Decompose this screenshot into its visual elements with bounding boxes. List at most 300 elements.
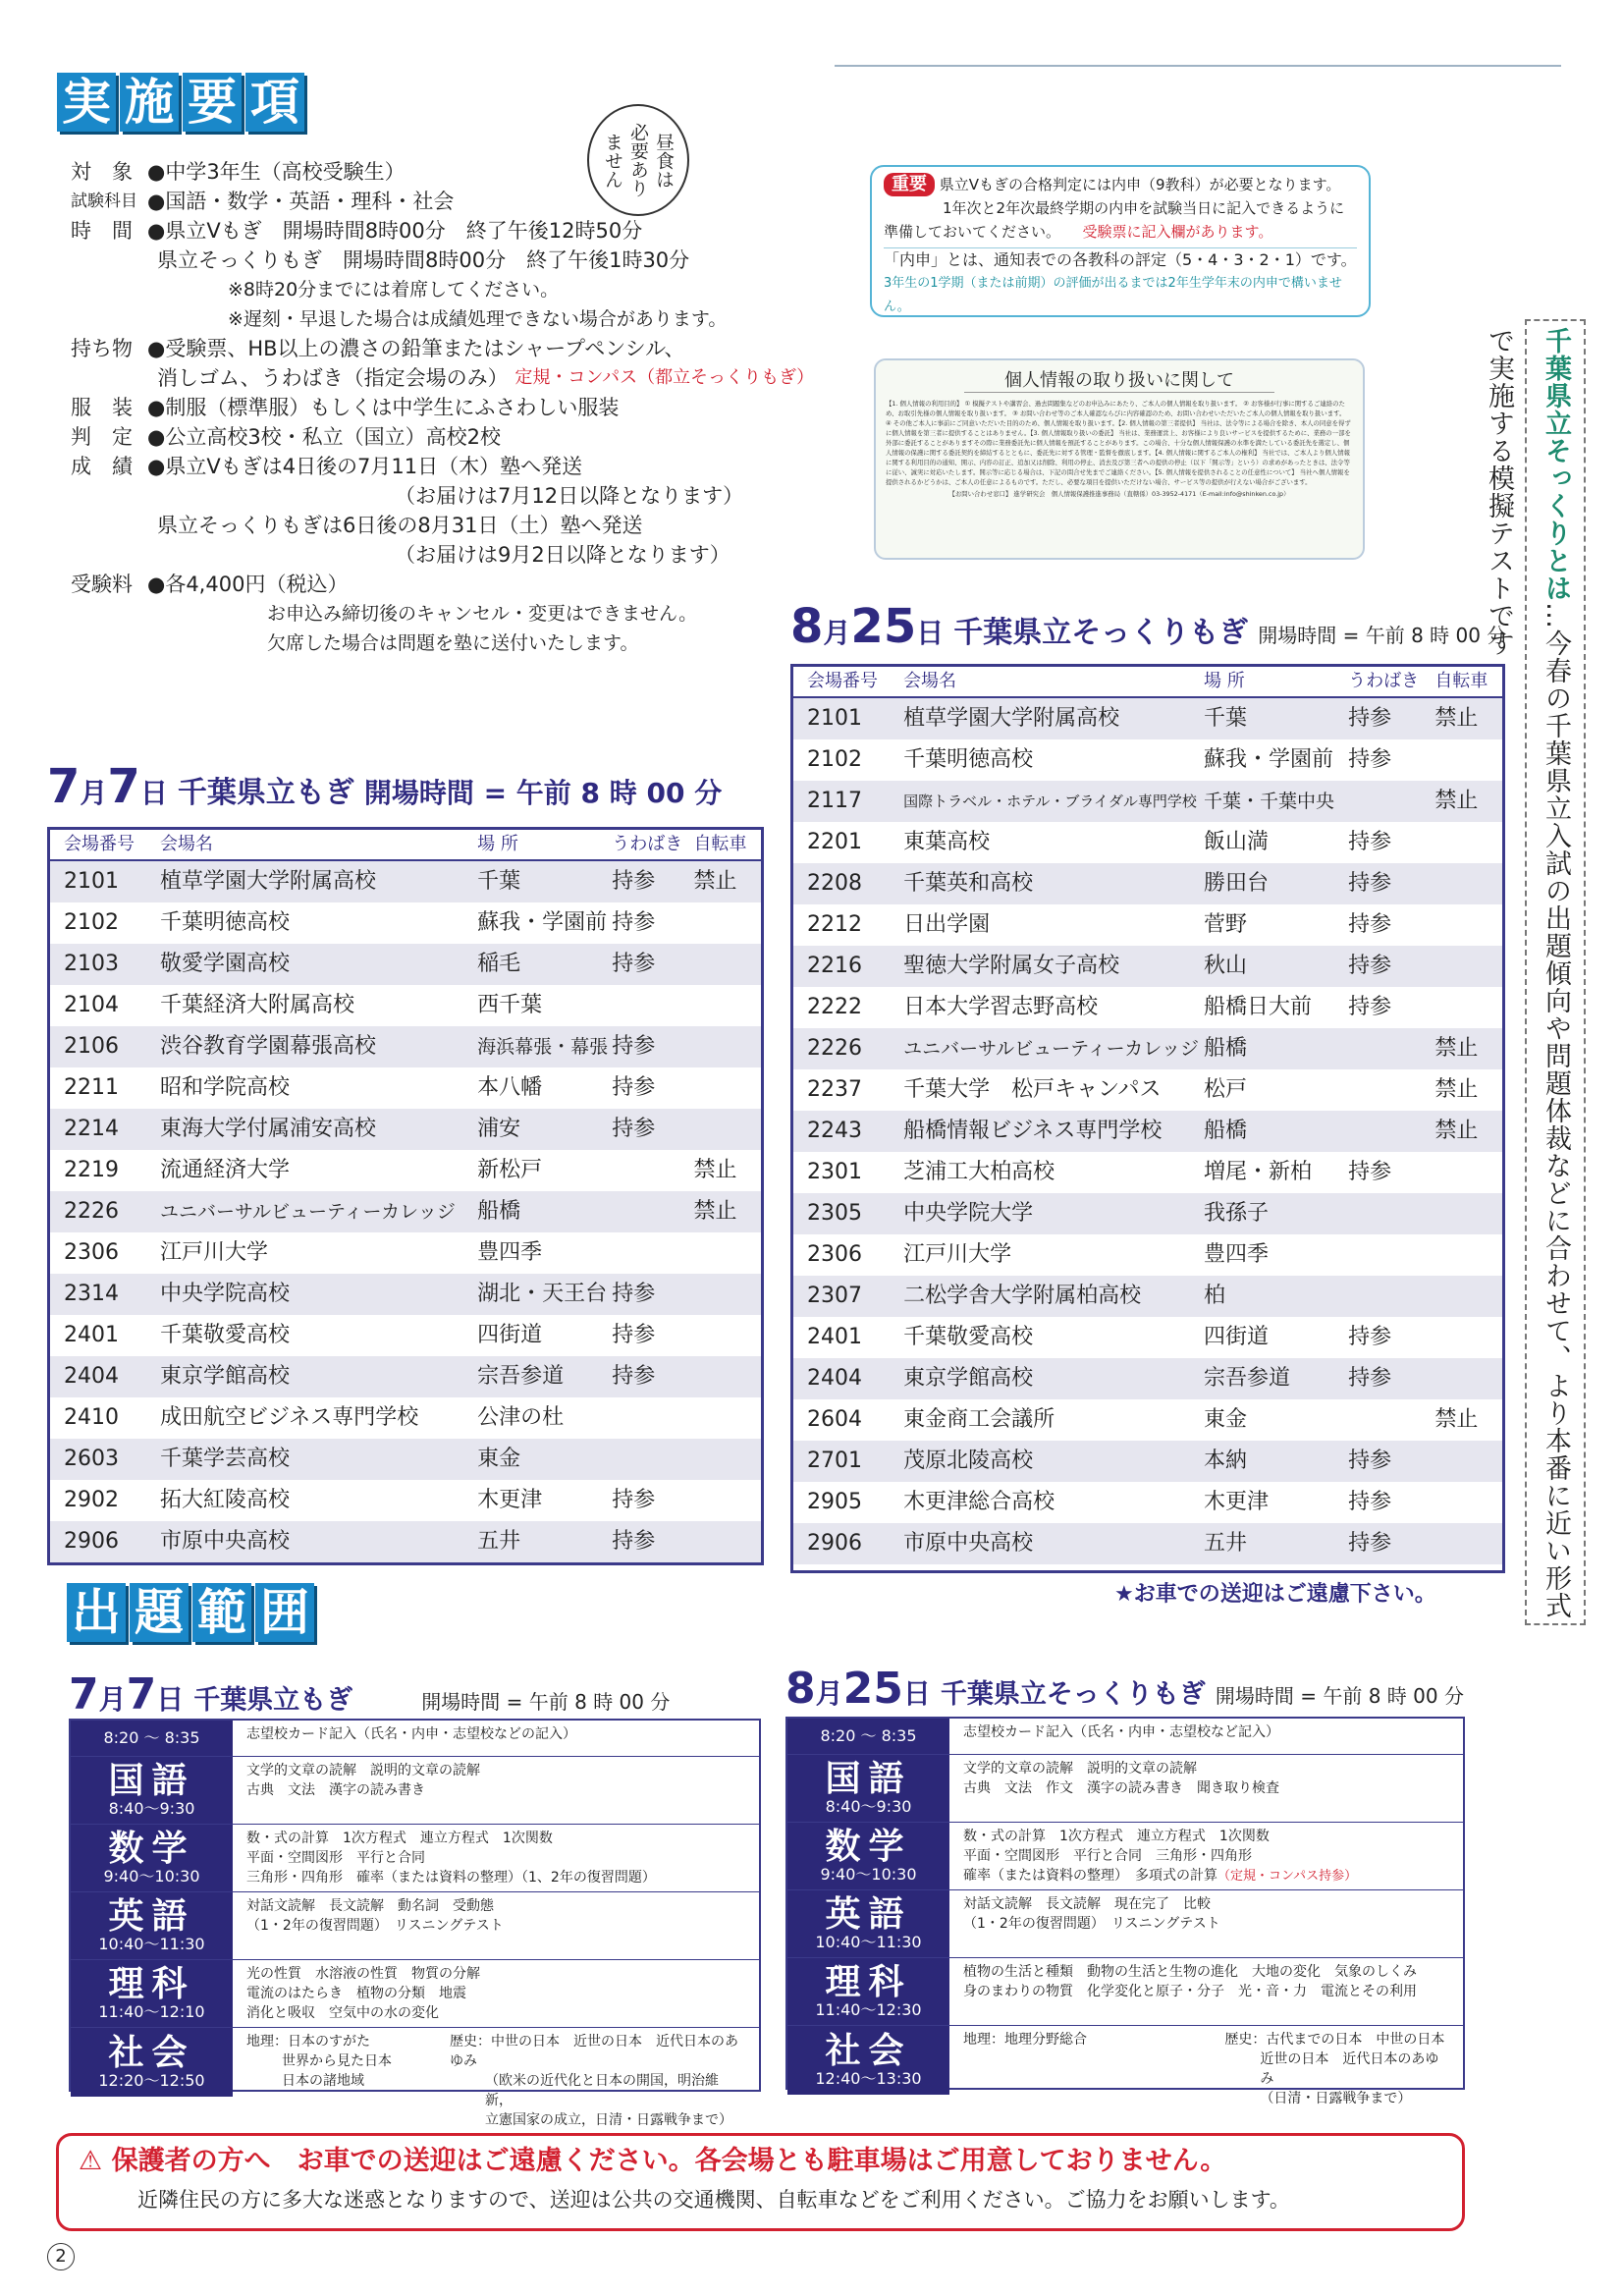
req-value: 消しゴム、うわばき（指定会場のみ） [157, 366, 509, 390]
subject-name: 英語 [108, 1896, 195, 1937]
subject-name: 社会 [825, 2031, 912, 2071]
slippers [1348, 1111, 1434, 1152]
venue-row [793, 1193, 1502, 1234]
schedule-row [787, 1958, 1463, 2026]
venue-name: 東京学館高校 [903, 1366, 1034, 1391]
slippers: 持参 [1348, 1160, 1392, 1184]
bicycle [693, 1480, 761, 1521]
venue-row [50, 1067, 761, 1109]
col-header: 自転車 [1434, 671, 1488, 691]
slippers: 持参 [612, 1364, 656, 1389]
venue-place: 蘇我・学園前 [1204, 747, 1334, 772]
subject-scope [233, 1960, 494, 2027]
date-unit: 日 [916, 617, 945, 649]
slippers: 持参 [1348, 747, 1392, 772]
date-day: 25 [842, 1664, 903, 1714]
col-header: 場 所 [477, 834, 518, 854]
venue-row [793, 1441, 1502, 1482]
title-char: 題 [130, 1583, 189, 1642]
scope-line: 光の性質 水溶液の性質 物質の分解 [246, 1966, 480, 1982]
schedule-row-card [71, 1721, 759, 1757]
venue-row [50, 1232, 761, 1274]
schedule-row [787, 1755, 1463, 1823]
venue-name: 昭和学院高校 [159, 1075, 290, 1100]
venue-code: 2306 [807, 1242, 862, 1267]
venue-row [793, 1069, 1502, 1111]
date-day: 7 [126, 1669, 157, 1720]
bicycle [693, 902, 761, 944]
venue-place: 増尾・新柏 [1204, 1160, 1313, 1184]
scope-line: 日本の諸地域 [282, 2073, 364, 2089]
slippers: 持参 [1348, 1325, 1392, 1349]
bicycle: 禁止 [1434, 706, 1479, 731]
venue-code: 2102 [807, 747, 862, 772]
warning-icon: ⚠ [79, 2146, 103, 2176]
req-value: ●中学3年生（高校受験生） [147, 160, 406, 184]
venue-code: 2101 [64, 869, 119, 894]
slippers: 持参 [612, 1488, 656, 1512]
venue-code: 2905 [807, 1490, 862, 1514]
slippers: 持参 [612, 1117, 656, 1141]
bicycle [1434, 739, 1502, 781]
slippers: 持参 [612, 952, 656, 976]
slippers [1348, 1028, 1434, 1069]
page-number: 2 [47, 2243, 75, 2270]
date-day: 25 [850, 599, 917, 654]
subject-time: 10:40～11:30 [98, 1935, 205, 1953]
venue-code: 2307 [807, 1284, 862, 1308]
req-value: ●制服（標準服）もしくは中学生にふさわしい服装 [147, 396, 620, 419]
bicycle: 禁止 [1434, 1407, 1479, 1432]
subject-scope [949, 1823, 1371, 1889]
slippers [1348, 1193, 1434, 1234]
venue-name: 流通経済大学 [159, 1158, 290, 1182]
col-header: 自転車 [693, 834, 747, 854]
venue-row [50, 1274, 761, 1315]
venue-row [50, 1397, 761, 1439]
bicycle: 禁止 [1434, 1077, 1479, 1102]
venue-code: 2404 [64, 1364, 119, 1389]
sched1-heading [69, 1669, 670, 1720]
scope-line: 数・式の計算 1次方程式 連立方程式 1次関数 [963, 1829, 1270, 1844]
bubble-col: 必要あり [627, 123, 649, 197]
bicycle [693, 1315, 761, 1356]
slippers: 持参 [612, 1529, 656, 1554]
date-day: 7 [107, 759, 140, 814]
venue-table-august [790, 664, 1505, 1573]
venue-place: 船橋 [1204, 1036, 1248, 1061]
venue-place: 千葉 [477, 869, 521, 894]
venue-name: 船橋情報ビジネス専門学校 [903, 1119, 1163, 1143]
subject-time: 10:40～11:30 [815, 1933, 922, 1951]
venue-place: 千葉・千葉中央 [1204, 791, 1335, 812]
venue-row [793, 1111, 1502, 1152]
venue-code: 2906 [64, 1529, 119, 1554]
venue-row [793, 781, 1502, 822]
subject-cell [787, 2026, 949, 2095]
scope-line: 地理：日本のすがた [246, 2034, 370, 2050]
vertical-description [1484, 319, 1586, 1625]
venue-place: 公津の杜 [477, 1405, 565, 1430]
scope-line: 数・式の計算 1次方程式 連立方程式 1次関数 [246, 1831, 553, 1846]
venue-place: 宗吾参道 [477, 1364, 565, 1389]
slippers: 持参 [1348, 954, 1392, 978]
venue-row [50, 902, 761, 944]
bicycle [693, 1274, 761, 1315]
venue-place: 豊四季 [1204, 1242, 1270, 1267]
slippers: 持参 [1348, 1366, 1392, 1391]
venue-code: 2314 [64, 1282, 119, 1306]
venue-place: 東金 [477, 1447, 521, 1471]
req-value: ●県立Vもぎは4日後の7月11日（木）塾へ発送 [147, 455, 583, 478]
vertical-heading: 千葉県立そっくりとは [1541, 327, 1571, 602]
scope-line: 消化と吸収 空気中の水の変化 [246, 2005, 439, 2021]
venue-row [50, 1521, 761, 1562]
venue-place: 五井 [477, 1529, 521, 1554]
slippers: 持参 [612, 910, 656, 935]
venue-name: 東金商工会議所 [903, 1407, 1055, 1432]
scope-line: 三角形・四角形 確率（または資料の整理）（1、2年の復習問題） [246, 1870, 656, 1886]
venue-place: 蘇我・学園前 [477, 910, 608, 935]
venue-place: 船橋日大前 [1204, 995, 1313, 1019]
vertical-text: …今春の千葉県立入試の出題傾向や問題体裁などに合わせて、より本番に近い形式で実施する模擬テストです [1484, 327, 1571, 1619]
venue-place: 海浜幕張・幕張 [477, 1036, 609, 1058]
req-value: ●各4,400円（税込） [147, 573, 349, 596]
section-title-scope [67, 1583, 314, 1642]
subject-cell [71, 2028, 233, 2097]
scope-line: 対話文読解 長文読解 動名詞 受動態 [246, 1898, 494, 1914]
schedule-july [69, 1719, 761, 2128]
date-unit: 月 [823, 617, 851, 649]
bicycle [1434, 1441, 1502, 1482]
date-unit: 月 [98, 1683, 127, 1716]
scope-line: 文学的文章の読解 説明的文章の読解 [246, 1763, 480, 1778]
venue-code: 2906 [807, 1531, 862, 1556]
venue-place: 四街道 [1204, 1325, 1270, 1349]
venue-place: 柏 [1204, 1284, 1226, 1308]
req-value: 欠席した場合は問題を塾に送付いたします。 [267, 632, 639, 654]
important-text: 1年次と2年次最終学期の内申を試験当日に記入できるように [943, 199, 1345, 217]
slippers: 持参 [1348, 830, 1392, 854]
schedule-row [71, 1757, 759, 1825]
venue-place: 五井 [1204, 1531, 1248, 1556]
slippers [1348, 1399, 1434, 1441]
venue-place: 我孫子 [1204, 1201, 1270, 1226]
venue-name: 茂原北陵高校 [903, 1449, 1034, 1473]
venue-code: 2117 [807, 789, 862, 813]
schedule-row [71, 1892, 759, 1960]
venue-row [793, 1234, 1502, 1276]
scope-line: 電流のはたらき 植物の分類 地震 [246, 1986, 466, 2001]
venue-place: 松戸 [1204, 1077, 1248, 1102]
warning-headline: 保護者の方へ お車での送迎はご遠慮ください。各会場とも駐車場はご用意しておりません。 [111, 2146, 1227, 2176]
req-label: 受験料 [71, 573, 133, 596]
important-red-text: 受験票に記入欄があります。 [1082, 223, 1273, 241]
slippers [1348, 1069, 1434, 1111]
subject-time: 11:40～12:10 [98, 2002, 205, 2021]
venue-code: 2226 [64, 1199, 119, 1224]
venue-name: 千葉大学 松戸キャンパス [903, 1077, 1162, 1102]
venue-name: 市原中央高校 [159, 1529, 290, 1554]
venue-name: 中央学院高校 [159, 1282, 290, 1306]
important-text: 「内申」とは、通知表での各教科の評定（5・4・3・2・1）です。 [884, 247, 1357, 272]
venue-place: 本八幡 [477, 1075, 543, 1100]
venue-name: 植草学園大学附属高校 [903, 706, 1120, 731]
scope-line: 立憲国家の成立，日清・日露戦争まで） [484, 2112, 732, 2128]
col-header: 会場番号 [807, 671, 878, 691]
schedule-row [787, 2026, 1463, 2106]
req-value: お申込み締切後のキャンセル・変更はできません。 [267, 603, 698, 625]
subject-name: 英語 [825, 1894, 912, 1935]
venue-row [50, 1026, 761, 1067]
req-label: 服 装 [71, 396, 133, 419]
req-value: 県立そっくりもぎは6日後の8月31日（土）塾へ発送 [157, 514, 643, 537]
venue-row [50, 985, 761, 1026]
venue-place: 本納 [1204, 1449, 1248, 1473]
venue-place: 宗吾参道 [1204, 1366, 1291, 1391]
venue-code: 2201 [807, 830, 862, 854]
slippers [612, 1150, 693, 1191]
open-time: 開場時間 = 午前 8 時 00 分 [363, 777, 723, 809]
slippers: 持参 [1348, 871, 1392, 896]
title-char: 出 [67, 1583, 126, 1642]
bicycle [693, 985, 761, 1026]
title-char: 範 [192, 1583, 251, 1642]
subject-time: 9:40～10:30 [103, 1867, 200, 1886]
venue-name: 日出学園 [903, 912, 991, 937]
bicycle: 禁止 [1434, 789, 1479, 813]
col-header: 場 所 [1204, 671, 1245, 691]
slippers: 持参 [1348, 1449, 1392, 1473]
subject-scope [949, 1958, 1431, 2025]
privacy-box [874, 358, 1365, 560]
venue-row [50, 1439, 761, 1480]
venue-name: 東京学館高校 [159, 1364, 290, 1389]
venue-code: 2102 [64, 910, 119, 935]
date-unit: 月 [80, 777, 108, 809]
venue-name: 市原中央高校 [903, 1531, 1034, 1556]
table-header [50, 830, 761, 861]
venue-row [50, 1356, 761, 1397]
venue-code: 2305 [807, 1201, 862, 1226]
venue-code: 2401 [807, 1325, 862, 1349]
slippers [612, 1232, 693, 1274]
req-red-note: 定規・コンパス（都立そっくりもぎ） [514, 367, 815, 388]
subject-cell [787, 1890, 949, 1957]
schedule-content: 志望校カード記入（氏名・内申・志望校などの記入） [246, 1726, 576, 1742]
venue-row [50, 1480, 761, 1521]
subject-name: 理科 [108, 1964, 195, 2004]
subject-name: 国語 [108, 1761, 195, 1801]
bicycle [693, 1439, 761, 1480]
sched2-heading [785, 1664, 1464, 1714]
venue-row [793, 1482, 1502, 1523]
bicycle [693, 1109, 761, 1150]
bicycle [1434, 822, 1502, 863]
venue-place: 木更津 [477, 1488, 543, 1512]
bicycle [1434, 1152, 1502, 1193]
subject-name: 数学 [108, 1829, 195, 1869]
venue-row [50, 861, 761, 902]
venue-row [793, 1523, 1502, 1564]
bicycle [1434, 1234, 1502, 1276]
bicycle [693, 1067, 761, 1109]
slippers: 持参 [1348, 1531, 1392, 1556]
bicycle [1434, 1523, 1502, 1564]
venue-row [50, 1109, 761, 1150]
col-header: 会場名 [159, 834, 213, 854]
date-month: 8 [790, 599, 824, 654]
venue-name: 敬愛学園高校 [159, 952, 290, 976]
scope-line: 平面・空間図形 平行と合同 三角形・四角形 [963, 1848, 1252, 1864]
venue-row [793, 1317, 1502, 1358]
bubble-col: ません [602, 132, 623, 189]
venue-row [793, 904, 1502, 946]
venue-name: 千葉経済大附属高校 [159, 993, 354, 1017]
scope-line: 歴史：中世の日本 近世の日本 近代日本のあゆみ [449, 2034, 738, 2069]
scope-line: 古典 文法 作文 漢字の読み書き 聞き取り検査 [963, 1780, 1279, 1796]
scope-line: 歴史：古代までの日本 中世の日本 [1224, 2032, 1445, 2048]
subject-cell [787, 1958, 949, 2025]
venue-place: 飯山満 [1204, 830, 1270, 854]
venue-code: 2401 [64, 1323, 119, 1347]
scope-line: 植物の生活と種類 動物の生活と生物の進化 大地の変化 気象のしくみ [963, 1964, 1417, 1980]
venue-code: 2106 [64, 1034, 119, 1059]
venue-code: 2902 [64, 1488, 119, 1512]
schedule-row [787, 1823, 1463, 1890]
top-rule [835, 65, 1561, 67]
col-header: 会場番号 [64, 834, 135, 854]
venue-code: 2604 [807, 1407, 862, 1432]
subject-time: 9:40～10:30 [820, 1865, 917, 1884]
subject-scope [233, 1757, 494, 1824]
venue-row [793, 822, 1502, 863]
venue-name: 千葉学芸高校 [159, 1447, 290, 1471]
req-value: ●受験票、HB以上の濃さの鉛筆またはシャープペンシル、 [147, 337, 685, 360]
venue-code: 2306 [64, 1240, 119, 1265]
venue-code: 2101 [807, 706, 862, 731]
venue-name: 二松学舎大学附属柏高校 [903, 1284, 1142, 1308]
bicycle [1434, 1358, 1502, 1399]
slippers: 持参 [612, 1323, 656, 1347]
title-char: 実 [57, 73, 116, 132]
parent-warning [56, 2133, 1465, 2231]
venue-place: 稲毛 [477, 952, 521, 976]
scope-red-note: （定規・コンパス持参） [1217, 1869, 1358, 1884]
venue-place: 四街道 [477, 1323, 543, 1347]
privacy-body: 【1. 個人情報の利用目的】 ① 模擬テストや講習会、過去問題集などのお申込みにあたり、ご本人の個人情報を取り扱います。 ② お客様が行事に関するご連絡のため、お取引先様の個人情報を取り扱います。 ③ お問い合わせ等のご本人確認ならびに内容確認のため、お問い合わせいただいたご本人の個人情報を取り扱います。 ④ その他ご本人に事前にご同意いただいた目的のため、個人情報を取り扱います。【2. 個人情報の第三者提供】 当社は、法令等による場合を除き、本人の同意を得ずに個人情報を第三者に提供することはありません。【3. 個人情報取り扱いの委託】 当社は、業務運営上、お客様により良いサービスを提供するために、業務の一部を外部に委託することがありますその際に業務委託先に個人情報を預託することがあります。この場合、十分な個人情報保護の水準を満たしている委託先を選定し、個人情報の保護に関する委託契約を締結するとともに、委託先に対する管理・監督を徹底します。【4. 個人情報に関するご本人の権利】 当社では、ご本人より個人情報に関する利用目的の通知、開示、内容の訂正、追加又は削除、利用の停止、消去及び第三者への提供の停止（以下「開示等」という）の求めがあったときは、法令等に従い、誠実に対応いたします。開示等に応じる場合は、下記の問合せ先までご連絡ください。【5. 個人情報を提供されることの任意性について】 当社へ個人情報を提供されるかどうかは、ご本人の任意によるものです。ただし、必要な項目を提供いただけない場合、サービス等の提供が行えない場合がございます。 [886, 400, 1351, 486]
venue-name: 中央学院大学 [903, 1201, 1034, 1226]
subject-cell [71, 1960, 233, 2027]
subject-time: 12:40～13:30 [815, 2069, 922, 2088]
col-header: うわばき [1348, 671, 1420, 691]
subject-scope [949, 1755, 1293, 1822]
venue-code: 2243 [807, 1119, 862, 1143]
slippers: 持参 [612, 1075, 656, 1100]
date-month: 8 [785, 1664, 816, 1714]
venue-name: 東海大学付属浦安高校 [159, 1117, 376, 1141]
venue-name: 成田航空ビジネス専門学校 [159, 1405, 419, 1430]
subject-scope [233, 1892, 517, 1959]
slippers: 持参 [612, 1282, 656, 1306]
venue-row [50, 944, 761, 985]
date-month: 7 [69, 1669, 99, 1720]
date-unit: 月 [815, 1677, 843, 1710]
venue-place: 豊四季 [477, 1240, 543, 1265]
req-label: 成 績 [71, 455, 133, 478]
exam-name: 千葉県立もぎ [193, 1685, 353, 1716]
req-label: 対 象 [71, 160, 133, 184]
privacy-title: 個人情報の取り扱いに関して [964, 366, 1274, 393]
venue-place: 秋山 [1204, 954, 1248, 978]
bicycle: 禁止 [693, 869, 737, 894]
venue-row [793, 1276, 1502, 1317]
open-time: 開場時間 = 午前 8 時 00 分 [1258, 624, 1507, 647]
bicycle: 禁止 [693, 1158, 737, 1182]
venue-name: 木更津総合高校 [903, 1490, 1055, 1514]
open-time: 開場時間 = 午前 8 時 00 分 [1215, 1684, 1464, 1708]
date-unit: 日 [139, 777, 168, 809]
venue-code: 2701 [807, 1449, 862, 1473]
venue-row [793, 698, 1502, 739]
req-value: （お届けは7月12日以降となります） [395, 484, 744, 508]
subject-cell [71, 1892, 233, 1959]
slippers [612, 985, 693, 1026]
subject-cell [787, 1823, 949, 1889]
venue-code: 2301 [807, 1160, 862, 1184]
date-month: 7 [47, 759, 81, 814]
section-title-overview [57, 73, 304, 132]
subject-time: 11:40～12:30 [815, 2000, 922, 2019]
venue-code: 2103 [64, 952, 119, 976]
req-value: ●公立高校3校・私立（国立）高校2校 [147, 425, 502, 449]
req-label: 試験科目 [71, 191, 137, 211]
bicycle [1434, 1276, 1502, 1317]
venue-code: 2219 [64, 1158, 119, 1182]
venue-code: 2222 [807, 995, 862, 1019]
venue-name: 千葉明徳高校 [159, 910, 290, 935]
venue-table-july [47, 827, 764, 1565]
schedule-august [785, 1717, 1465, 2106]
slippers: 持参 [1348, 706, 1392, 731]
req-value: 県立そっくりもぎ 開場時間8時00分 終了午後1時30分 [157, 248, 690, 272]
venue-name: 千葉敬愛高校 [903, 1325, 1034, 1349]
venue-name: 国際トラベル・ホテル・ブライダル専門学校 [903, 793, 1197, 810]
slippers [1348, 1276, 1434, 1317]
col-header: うわばき [612, 834, 683, 854]
venue-row [793, 946, 1502, 987]
scope-line: 平面・空間図形 平行と合同 [246, 1850, 425, 1866]
venue-place: 浦安 [477, 1117, 521, 1141]
subject-cell [71, 1757, 233, 1824]
schedule-row [71, 1825, 759, 1892]
venue-row [50, 1315, 761, 1356]
schedule-row-card [787, 1719, 1463, 1755]
slippers: 持参 [612, 1034, 656, 1059]
venue-code: 2214 [64, 1117, 119, 1141]
scope-line: （1・2年の復習問題） リスニングテスト [963, 1916, 1220, 1932]
open-time: 開場時間 = 午前 8 時 00 分 [421, 1690, 671, 1714]
venue-row [793, 1399, 1502, 1441]
venue-name: 聖徳大学附属女子高校 [903, 954, 1120, 978]
venue-code: 2104 [64, 993, 119, 1017]
bicycle: 禁止 [1434, 1119, 1479, 1143]
scope-line: 確率（または資料の整理） 多項式の計算（定規・コンパス持参） [963, 1868, 1358, 1884]
venue-place: 湖北・天王台 [477, 1282, 608, 1306]
subject-scope [233, 2028, 759, 2128]
geography-scope [246, 2032, 430, 2093]
subject-name: 数学 [825, 1827, 912, 1867]
